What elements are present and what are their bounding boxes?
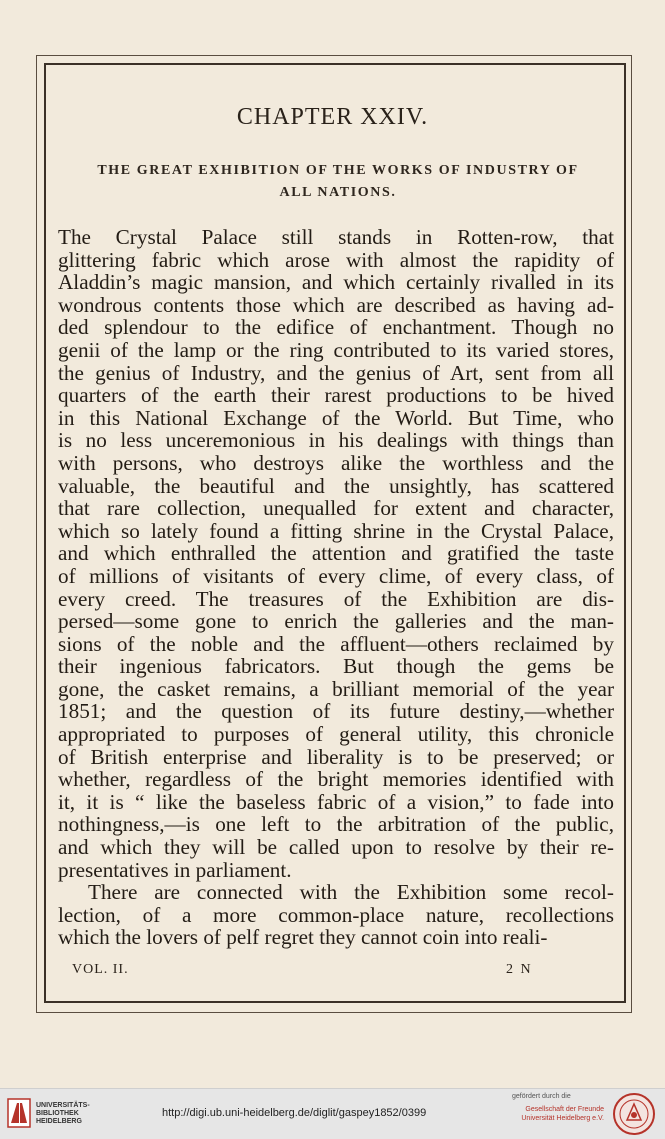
signature-mark: 2 N	[506, 962, 533, 977]
chapter-subtitle	[78, 160, 598, 204]
sponsor-name-line: Gesellschaft der Freunde	[525, 1106, 604, 1113]
subtitle-line: THE GREAT EXHIBITION OF THE WORKS OF INDUSTRY OF	[97, 163, 579, 178]
text-line: that rare collection, unequalled for extent and character,	[58, 496, 614, 521]
text-line: 1851; and the question of its future destiny,—whether	[58, 699, 614, 724]
chapter-title: CHAPTER XXIV.	[236, 104, 429, 130]
text-line: valuable, the beautiful and the unsightly, has scattered	[58, 473, 614, 498]
text-line: There are connected with the Exhibition some recol-	[88, 880, 614, 905]
text-line: which the lovers of pelf regret they cannot coin into reali-	[58, 925, 548, 950]
body-text	[58, 226, 614, 949]
text-line: and which enthralled the attention and gratified the taste	[58, 541, 614, 566]
text-line: The Crystal Palace still stands in Rotten-row, that	[58, 225, 614, 249]
viewer-footer-bar	[0, 1088, 665, 1139]
text-line: the genius of Industry, and the genius of Art, sent from all	[58, 360, 614, 385]
text-line: wondrous contents those which are described as having ad-	[58, 292, 614, 317]
text-line: persed—some gone to enrich the galleries and the man-	[58, 609, 614, 634]
permalink[interactable]: http://digi.ub.uni-heidelberg.de/diglit/gaspey1852/0399	[162, 1107, 427, 1119]
subtitle-line: ALL NATIONS.	[279, 185, 397, 200]
text-line: which so lately found a fitting shrine in the Crystal Palace,	[58, 518, 614, 543]
text-line: quarters of the earth their rarest productions to be hived	[58, 383, 614, 408]
text-line: sions of the noble and the affluent—others reclaimed by	[58, 631, 614, 656]
library-name-line: HEIDELBERG	[36, 1118, 82, 1125]
sponsor-label: gefördert durch die	[512, 1093, 571, 1100]
text-line: is no less unceremonious in his dealings with things than	[58, 428, 614, 453]
text-line: presentatives in parliament.	[58, 857, 292, 882]
text-line: and which they will be called upon to resolve by their re-	[58, 835, 614, 860]
library-name-line: BIBLIOTHEK	[36, 1110, 79, 1117]
text-line: of millions of visitants of every clime, of every class, of	[58, 563, 614, 588]
text-line: of British enterprise and liberality is to be preserved; or	[58, 744, 614, 769]
text-line: glittering fabric which arose with almost the rapidity of	[58, 247, 614, 272]
text-line: it, it is “ like the baseless fabric of a vision,” to fade into	[58, 789, 614, 814]
text-line: ded splendour to the edifice of enchantment. Though no	[58, 315, 614, 340]
text-line: whether, regardless of the bright memories identified with	[58, 767, 614, 792]
text-line: every creed. The treasures of the Exhibition are dis-	[58, 586, 614, 611]
text-line: with persons, who destroys alike the worthless and the	[58, 450, 614, 475]
text-line: in this National Exchange of the World. But Time, who	[58, 405, 614, 430]
text-line: their ingenious fabricators. But though the gems be	[58, 654, 614, 679]
text-line: gone, the casket remains, a brilliant memorial of the year	[58, 676, 614, 701]
sponsor-name[interactable]	[514, 1105, 604, 1123]
library-name-line: UNIVERSITÄTS-	[36, 1102, 90, 1109]
text-line: lection, of a more common-place nature, recollections	[58, 902, 614, 927]
signature-volume: VOL. II.	[72, 962, 129, 977]
library-logo-icon	[6, 1097, 32, 1129]
text-line: genii of the lamp or the ring contributed to its varied stores,	[58, 337, 614, 362]
text-line: appropriated to purposes of general utility, this chronicle	[58, 722, 614, 747]
university-seal-icon	[612, 1092, 656, 1136]
sponsor-name-line: Universität Heidelberg e.V.	[521, 1115, 604, 1122]
library-name	[36, 1102, 90, 1126]
text-line: Aladdin’s magic mansion, and which certainly rivalled in its	[58, 270, 614, 295]
text-line: nothingness,—is one left to the arbitration of the public,	[58, 812, 614, 837]
